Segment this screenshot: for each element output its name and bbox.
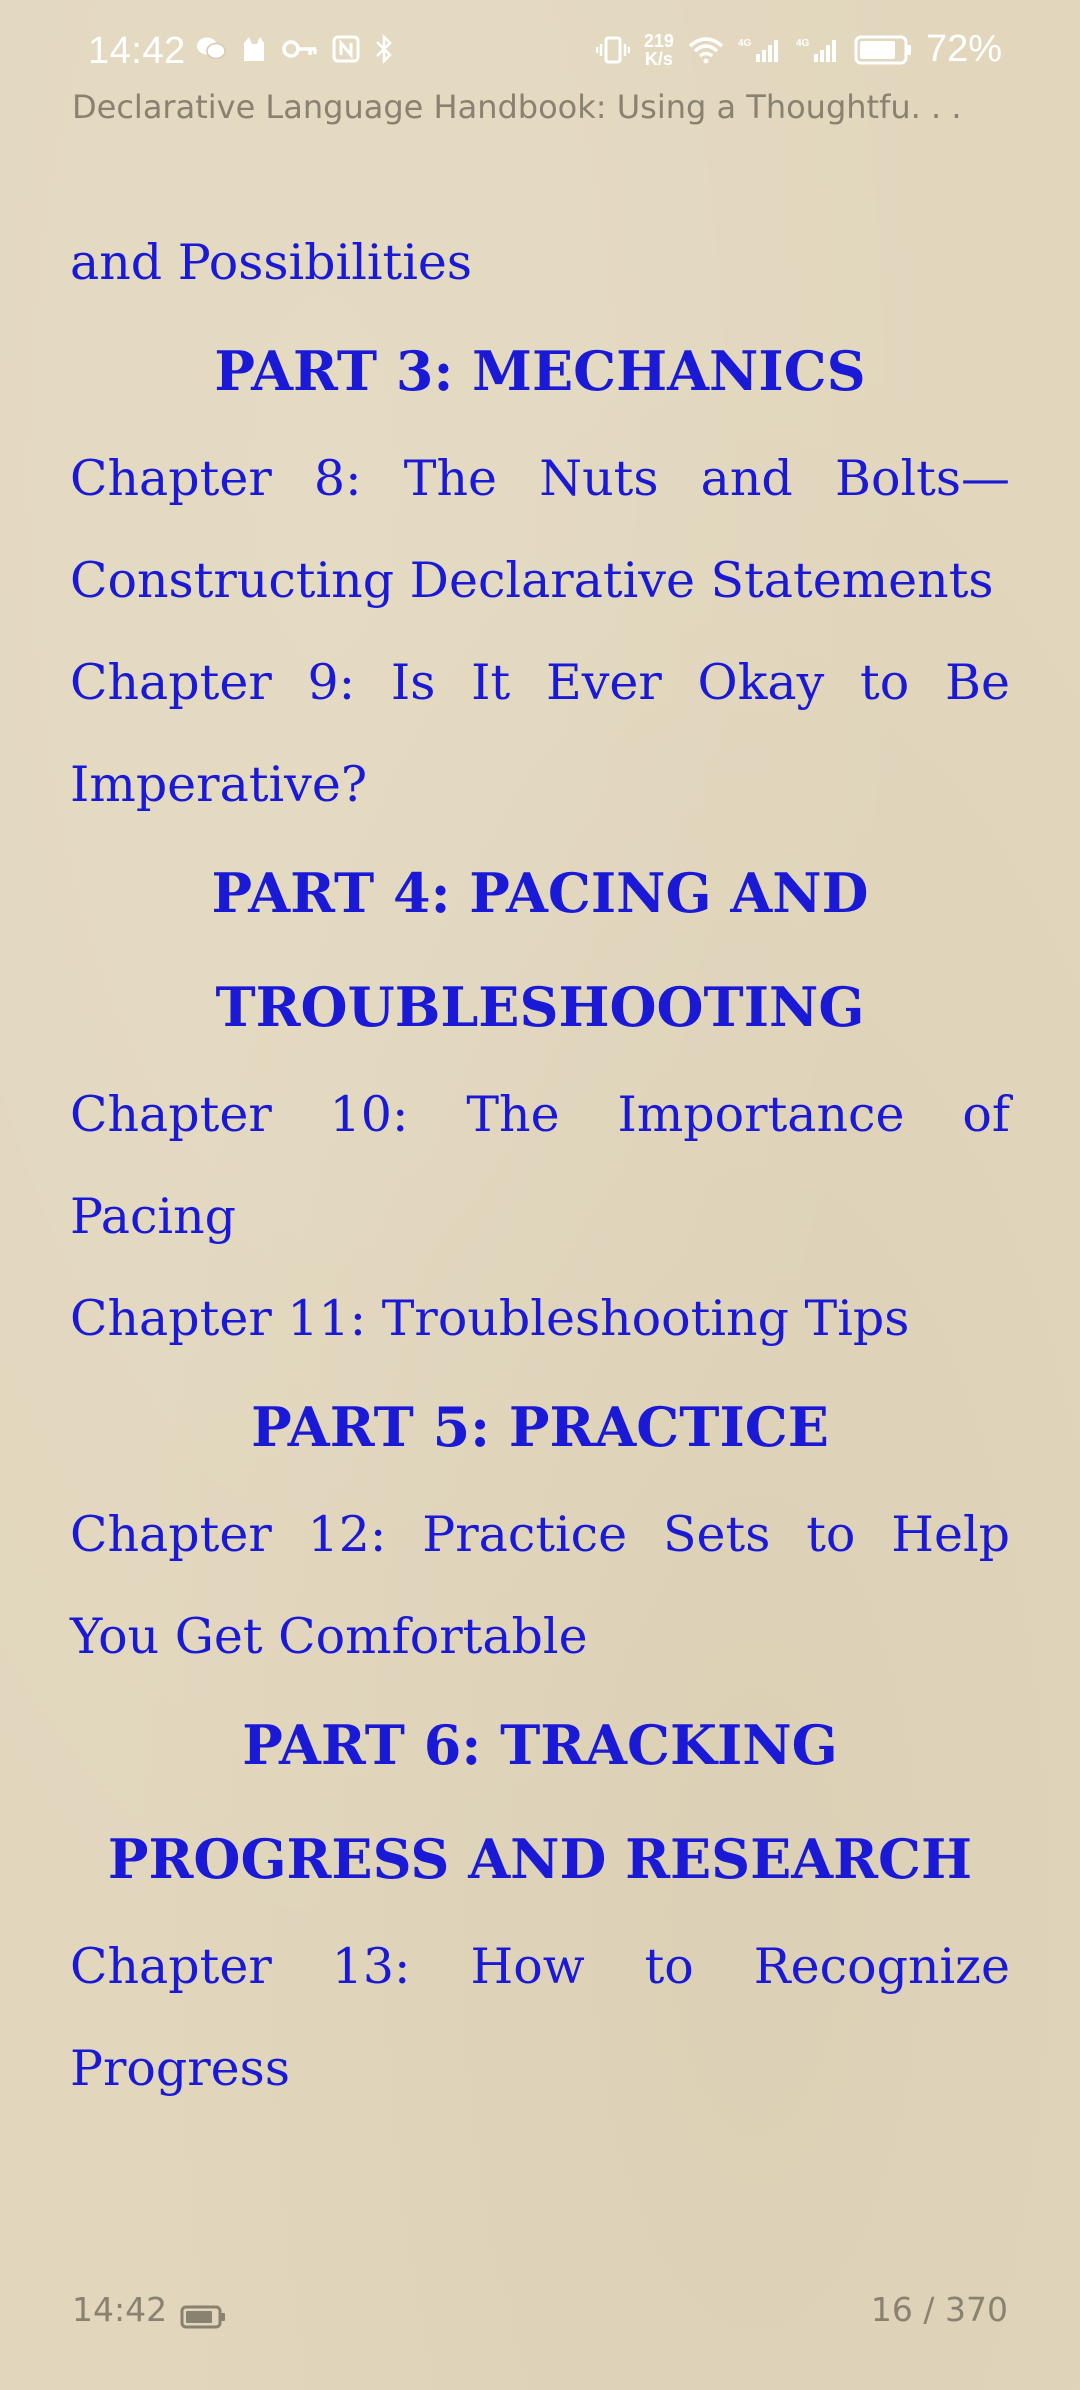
toc-chapter-13[interactable]: Chapter 13: How to Recognize Progress xyxy=(70,1938,1010,2097)
system-icons xyxy=(596,28,1002,71)
battery-percent: 72% xyxy=(925,28,1002,70)
toc-chapter-11[interactable]: Chapter 11: Troubleshooting Tips xyxy=(70,1290,910,1347)
bluetooth-icon xyxy=(374,34,394,64)
reader-content[interactable] xyxy=(70,212,1010,2120)
notification-icons xyxy=(196,34,394,64)
key-icon xyxy=(282,38,318,60)
toc-line-continuation[interactable]: and Possibilities xyxy=(70,234,473,291)
signal-4g-icon-2 xyxy=(796,36,840,64)
battery-icon xyxy=(854,35,912,65)
network-speed xyxy=(644,32,674,68)
vibrate-icon xyxy=(596,36,630,64)
reader-footer xyxy=(72,2290,1008,2340)
nfc-icon xyxy=(332,35,360,63)
svg-text:4G: 4G xyxy=(737,37,752,49)
svg-text:4G: 4G xyxy=(795,37,810,49)
status-bar xyxy=(0,0,1080,90)
toc-part-3[interactable]: PART 3: MECHANICS xyxy=(214,339,866,403)
toc-chapter-12[interactable]: Chapter 12: Practice Sets to Help You Get Comfortable xyxy=(70,1506,1010,1665)
toc-chapter-10[interactable]: Chapter 10: The Importance of Pacing xyxy=(70,1086,1010,1245)
wifi-icon xyxy=(688,36,724,64)
network-speed-value: 219 xyxy=(643,30,674,51)
toc-part-6[interactable]: PART 6: TRACKING PROGRESS AND RESEARCH xyxy=(107,1713,973,1891)
book-title: Declarative Language Handbook: Using a Thoughtfu. . . xyxy=(72,88,962,126)
wechat-icon xyxy=(196,36,226,62)
cat-icon xyxy=(240,35,268,63)
status-time: 14:42 xyxy=(88,30,186,72)
toc-part-5[interactable]: PART 5: PRACTICE xyxy=(251,1395,829,1459)
page-counter: 16 / 370 xyxy=(870,2290,1008,2329)
network-speed-unit: K/s xyxy=(644,48,673,69)
toc-chapter-9[interactable]: Chapter 9: Is It Ever Okay to Be Imperative? xyxy=(70,654,1010,813)
footer-time: 14:42 xyxy=(72,2290,168,2329)
signal-4g-icon xyxy=(738,36,782,64)
footer-battery-icon xyxy=(180,2298,226,2337)
toc-part-4[interactable]: PART 4: PACING AND TROUBLESHOOTING xyxy=(211,861,869,1039)
toc-chapter-8[interactable]: Chapter 8: The Nuts and Bolts—Constructing Declarative Statements xyxy=(70,450,1010,609)
